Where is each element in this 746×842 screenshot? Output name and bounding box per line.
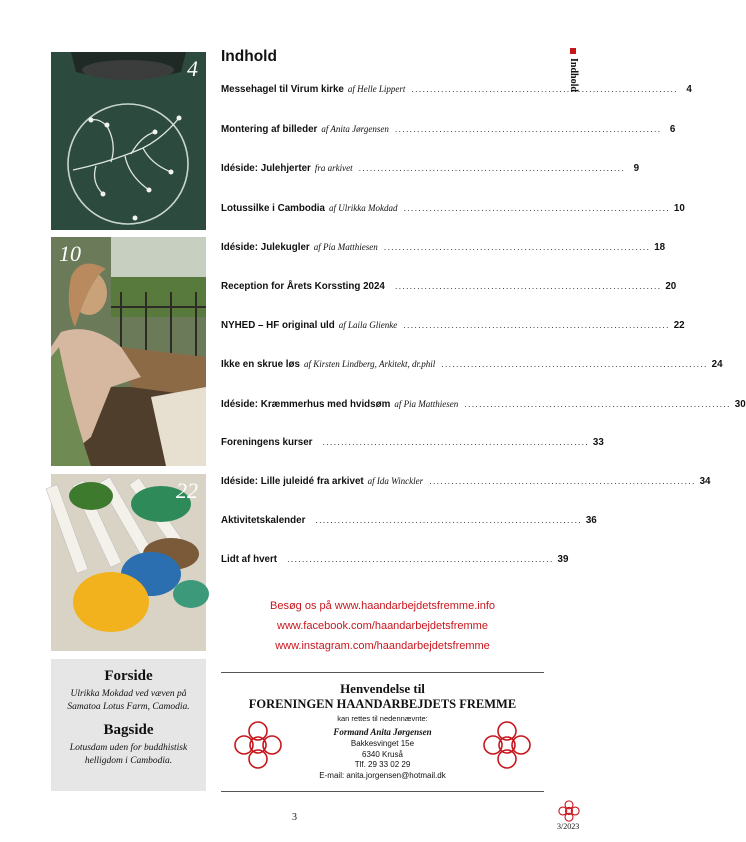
- website-link[interactable]: Besøg os på www.haandarbejdetsfremme.info: [269, 600, 495, 612]
- section-tab: [568, 48, 578, 92]
- contact-city: 6340 Kruså: [362, 749, 403, 759]
- facebook-link[interactable]: www.facebook.com/haandarbejdetsfremme: [277, 620, 488, 632]
- toc-entry[interactable]: Idéside: Kræmmerhus med hvidsøm af Pia Matthiesen ........................................................................ 30: [221, 399, 746, 410]
- toc-entry[interactable]: Montering af billeder af Anita Jørgensen ........................................................................ 6: [221, 124, 676, 135]
- photo-yarn: [51, 474, 206, 651]
- issue-number: 3/2023: [557, 822, 580, 831]
- page-number: 3: [292, 812, 297, 823]
- knot-logo-icon: [233, 720, 283, 770]
- toc-entry[interactable]: Messehagel til Virum kirke af Helle Lippert ........................................................................ 4: [221, 84, 692, 95]
- toc-entry[interactable]: Reception for Årets Korssting 2024 ........................................................................ 20: [221, 281, 677, 292]
- knot-logo-icon: [482, 720, 532, 770]
- front-text: Ulrikka Mokdad ved væven på Samatoa Lotus Farm, Camodia.: [67, 689, 190, 712]
- photo-page-number: 22: [176, 478, 198, 503]
- section-label: Indhold: [568, 58, 579, 92]
- contact-heading: Henvendelse til: [340, 681, 425, 696]
- photo-chasuble: [51, 52, 206, 230]
- toc-entry[interactable]: NYHED – HF original uld af Laila Glienke ........................................................................ 22: [221, 320, 685, 331]
- instagram-link[interactable]: www.instagram.com/haandarbejdetsfremme: [275, 640, 490, 652]
- back-heading: Bagside: [103, 722, 154, 738]
- contact-street: Bakkesvinget 15e: [350, 739, 415, 748]
- toc-entry[interactable]: Idéside: Julekugler af Pia Matthiesen ........................................................................ 18: [221, 242, 666, 253]
- toc-entry[interactable]: Lotussilke i Cambodia af Ulrikka Mokdad ........................................................................ 10: [221, 203, 685, 214]
- page-title: Indhold: [221, 48, 277, 65]
- toc-entry[interactable]: Lidt af hvert ........................................................................ 39: [221, 554, 569, 565]
- back-text: Lotusdam uden for buddhistisk helligdom i Cambodia.: [69, 743, 188, 766]
- toc-entry[interactable]: Idéside: Lille juleidé fra arkivet af Ida Winckler ........................................................................ 34: [221, 476, 711, 487]
- photo-page-number: 4: [187, 56, 198, 81]
- knot-logo-icon: [558, 800, 580, 822]
- organization-name: FORENINGEN HAANDARBEJDETS FREMME: [248, 697, 517, 711]
- photo-page-number: 10: [59, 241, 81, 266]
- toc-entry[interactable]: Foreningens kurser ........................................................................ 33: [221, 437, 604, 448]
- front-heading: Forside: [104, 668, 153, 684]
- toc-entry[interactable]: Idéside: Julehjerter fra arkivet ........................................................................ 9: [221, 163, 640, 174]
- contact-phone: Tlf. 29 33 02 29: [354, 760, 411, 769]
- contact-box: [221, 672, 544, 792]
- web-links: [221, 596, 544, 656]
- contact-note: kan rettes til nedennævnte:: [337, 714, 428, 723]
- cover-caption-box: [51, 659, 206, 791]
- toc-entry[interactable]: Aktivitetskalender ........................................................................ 36: [221, 515, 597, 526]
- contact-email[interactable]: E-mail: anita.jorgensen@hotmail.dk: [319, 770, 446, 780]
- red-square-icon: [570, 48, 576, 54]
- photo-weaving: [51, 237, 206, 466]
- contact-name: Formand Anita Jørgensen: [333, 727, 432, 737]
- toc-entry[interactable]: Ikke en skrue løs af Kirsten Lindberg, Arkitekt, dr.phil ........................................................................ 24: [221, 359, 723, 370]
